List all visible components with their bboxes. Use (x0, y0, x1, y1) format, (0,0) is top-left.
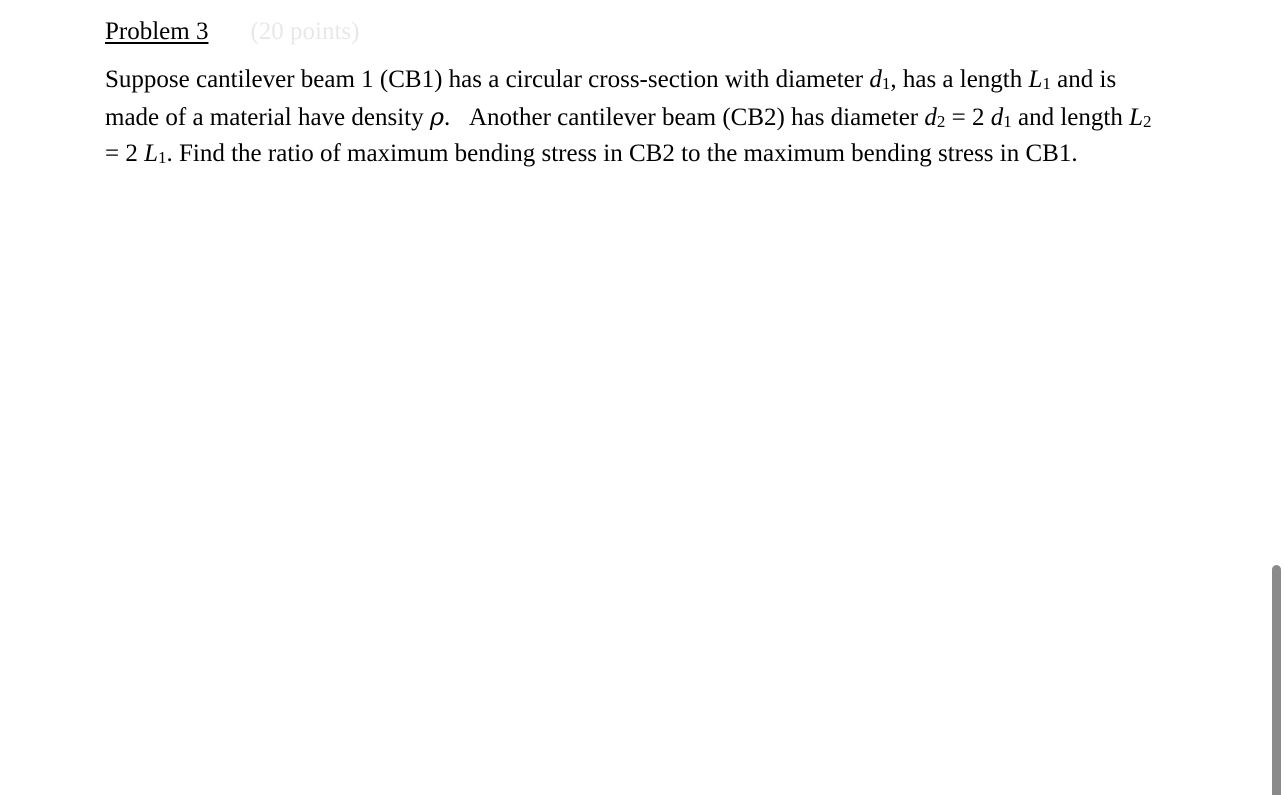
vertical-scrollbar[interactable] (1270, 0, 1284, 795)
subscript: 1 (1042, 74, 1051, 93)
text-segment: . Another cantilever beam (CB2) has diameter (443, 103, 925, 131)
problem-line-1 (105, 64, 1185, 101)
scrollbar-thumb[interactable] (1272, 565, 1281, 795)
text-segment: = 2 (945, 103, 991, 131)
text-segment: , has a length (890, 66, 1029, 93)
text-segment: and length (1011, 103, 1130, 131)
variable-d: d (990, 103, 1004, 131)
problem-statement (105, 64, 1185, 175)
points-note: (20 points) (250, 18, 360, 45)
text-segment: Suppose cantilever beam 1 (CB1) has a circular cross-section with diameter (105, 66, 870, 93)
symbol-rho: ρ (429, 102, 444, 131)
problem-heading (105, 16, 360, 48)
subscript: 2 (1142, 111, 1152, 131)
subscript: 2 (936, 111, 946, 131)
text-segment: = 2 (105, 140, 145, 167)
text-segment: . Find the ratio of maximum bending stress in CB2 to the maximum bending stress in CB1. (166, 140, 1078, 167)
subscript: 1 (1003, 111, 1012, 131)
subscript: 1 (158, 148, 167, 167)
variable-d: d (869, 66, 882, 93)
variable-L: L (1129, 103, 1143, 131)
problem-title: Problem 3 (105, 18, 209, 45)
problem-line-2 (105, 101, 1185, 139)
variable-d: d (924, 103, 937, 131)
text-segment: made of a material have density (105, 103, 430, 131)
variable-L: L (1028, 66, 1043, 93)
text-segment: and is (1050, 66, 1117, 93)
subscript: 1 (881, 74, 891, 93)
problem-line-3 (105, 138, 1185, 175)
variable-L: L (144, 140, 159, 167)
